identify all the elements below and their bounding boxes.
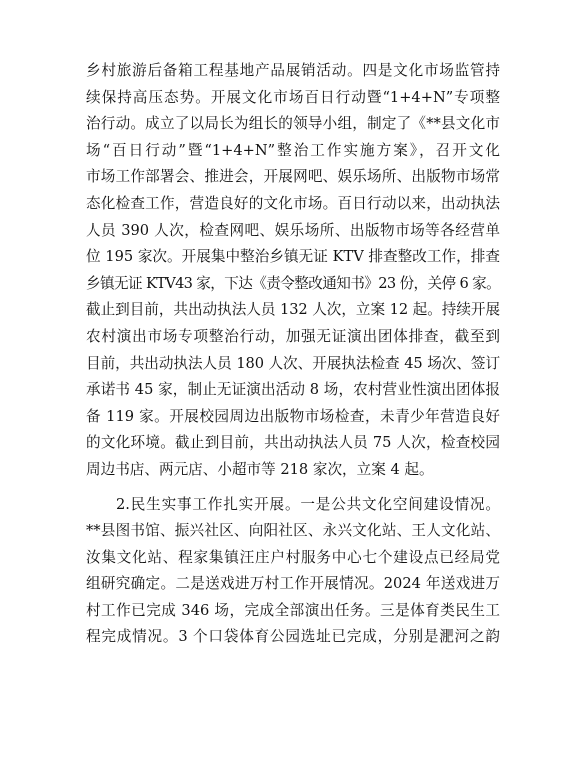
text-line: 目前，共出动执法人员 180 人次、开展执法检查 45 场次、签订 <box>86 354 500 372</box>
text-line: 汝集文化站、程家集镇汪庄户村服务中心七个建设点已经局党 <box>86 548 500 566</box>
text-line: 续保持高压态势。开展文化市场百日行动暨“1+4+N”专项整 <box>86 88 500 106</box>
text-line: 2.民生实事工作扎实开展。一是公共文化空间建设情况。 <box>116 495 500 513</box>
document-body <box>86 58 500 651</box>
text-line: 周边书店、两元店、小超市等 218 家次，立案 4 起。 <box>86 460 434 478</box>
paragraph-gap <box>86 484 500 492</box>
text-line: 备 119 家。开展校园周边出版物市场检查，未青少年营造良好 <box>86 407 500 425</box>
text-line: 场“百日行动”暨“1+4+N”整治工作实施方案》，召开文化 <box>86 141 500 159</box>
text-line: 乡镇无证 KTV43 家，下达《责令整改通知书》23 份，关停 6 家。 <box>86 274 500 292</box>
text-line: 程完成情况。3 个口袋体育公园选址已完成，分别是淝河之韵 <box>86 628 500 646</box>
text-line: 农村演出市场专项整治行动，加强无证演出团体排查，截至到 <box>86 327 500 345</box>
text-line: 治行动。成立了以局长为组长的领导小组，制定了《**县文化市 <box>86 115 500 133</box>
text-line: **县图书馆、振兴社区、向阳社区、永兴文化站、王人文化站、 <box>86 522 500 540</box>
text-line: 乡村旅游后备箱工程基地产品展销活动。四是文化市场监管持 <box>86 62 500 79</box>
text-line: 承诺书 45 家，制止无证演出活动 8 场，农村营业性演出团体报 <box>86 381 500 399</box>
text-line: 的文化环境。截止到目前，共出动执法人员 75 人次，检查校园 <box>86 434 500 452</box>
text-line: 态化检查工作，营造良好的文化市场。百日行动以来，出动执法 <box>86 194 500 212</box>
paragraph-livelihood-projects <box>86 492 500 652</box>
text-line: 人员 390 人次，检查网吧、娱乐场所、出版物市场等各经营单 <box>86 221 500 239</box>
text-line: 位 195 家次。开展集中整治乡镇无证 KTV 排查整改工作，排查 <box>86 248 500 266</box>
paragraph-market-supervision <box>86 58 500 484</box>
text-line: 市场工作部署会、推进会，开展网吧、娱乐场所、出版物市场常 <box>86 168 500 186</box>
text-line: 截止到目前，共出动执法人员 132 人次，立案 12 起。持续开展 <box>86 301 500 319</box>
text-line: 村工作已完成 346 场，完成全部演出任务。三是体育类民生工 <box>86 601 500 619</box>
text-line: 组研究确定。二是送戏进万村工作开展情况。2024 年送戏进万 <box>86 575 500 593</box>
